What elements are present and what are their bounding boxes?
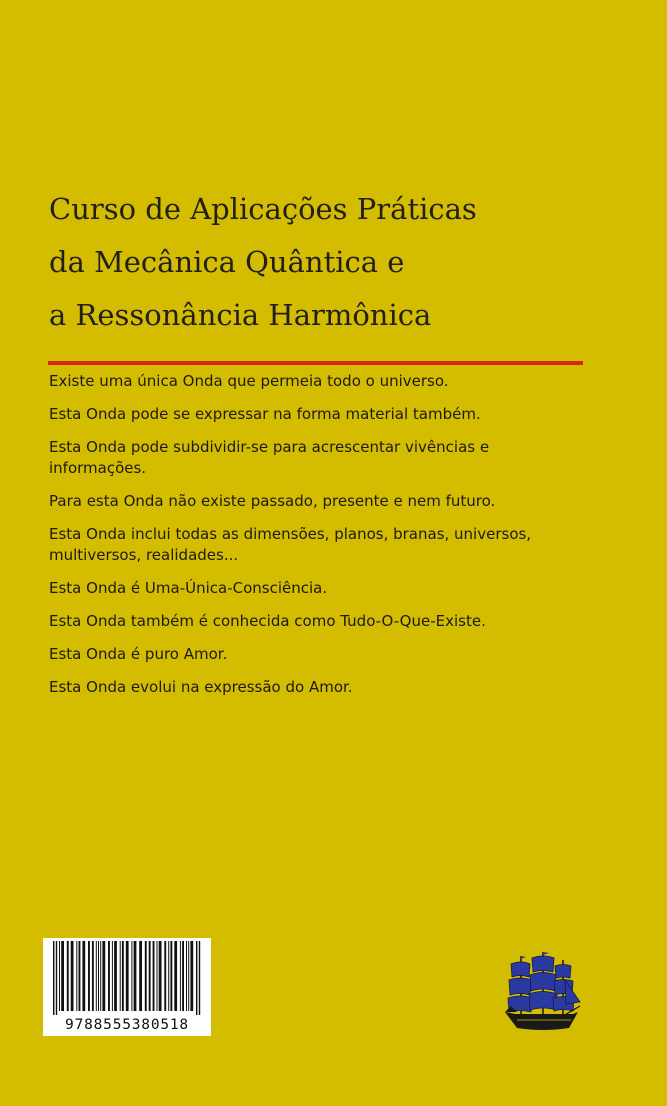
barcode-bar	[102, 941, 105, 1011]
barcode-bar	[157, 941, 158, 1011]
barcode-bar	[56, 941, 57, 1015]
barcode-bar	[186, 941, 187, 1011]
barcode-bar	[96, 941, 97, 1011]
barcode-bar	[79, 941, 81, 1011]
barcode-bar	[82, 941, 85, 1011]
barcode-bar	[153, 941, 155, 1011]
barcode-bar	[100, 941, 101, 1011]
isbn-digits: 9788555380518	[65, 1017, 189, 1033]
barcode-bar	[134, 941, 137, 1011]
barcode-bar	[88, 941, 90, 1011]
barcode-bar	[61, 941, 64, 1011]
barcode-bar	[98, 941, 99, 1011]
barcode-bar	[92, 941, 94, 1011]
title-line-3: a Ressonância Harmônica	[49, 298, 432, 332]
blurb-text	[49, 371, 589, 710]
isbn-barcode	[43, 938, 211, 1036]
barcode-bar	[76, 941, 77, 1011]
barcode-bar	[168, 941, 169, 1011]
barcode-bar	[149, 941, 151, 1011]
blurb-paragraph: Esta Onda pode se expressar na forma material também.	[49, 405, 481, 423]
barcode-bar	[131, 941, 132, 1011]
blurb-paragraph: Esta Onda é puro Amor.	[49, 645, 228, 663]
blurb-paragraph: Esta Onda pode subdividir-se para acrescentar vivências e informações.	[49, 438, 490, 477]
sailing-ship-icon	[503, 950, 581, 1040]
barcode-bar	[145, 941, 147, 1011]
blurb-paragraph: Esta Onda evolui na expressão do Amor.	[49, 678, 353, 696]
blurb-paragraph: Esta Onda inclui todas as dimensões, planos, branas, universos, multiversos, realidades...	[49, 525, 532, 564]
blurb-paragraph: Esta Onda também é conhecida como Tudo-O-Que-Existe.	[49, 612, 486, 630]
barcode-bar	[120, 941, 121, 1011]
barcode-bar	[59, 941, 60, 1011]
red-divider	[48, 361, 583, 365]
barcode-bar	[71, 941, 74, 1011]
barcode-bar	[114, 941, 117, 1011]
barcode-bar	[180, 941, 181, 1011]
barcode-bar	[164, 941, 166, 1011]
book-title	[49, 183, 609, 342]
barcode-bar	[196, 941, 197, 1015]
barcode-bar	[67, 941, 69, 1011]
blurb-paragraph: Existe uma única Onda que permeia todo o universo.	[49, 372, 449, 390]
blurb-paragraph: Para esta Onda não existe passado, presente e nem futuro.	[49, 492, 496, 510]
barcode-bar	[170, 941, 172, 1011]
title-line-2: da Mecânica Quântica e	[49, 245, 405, 279]
barcode-bar	[112, 941, 113, 1011]
barcode-bar	[182, 941, 184, 1011]
barcode-bar	[126, 941, 129, 1011]
barcode-bar	[122, 941, 124, 1011]
title-line-1: Curso de Aplicações Práticas	[49, 192, 477, 226]
barcode-bar	[199, 941, 200, 1015]
barcode-bars	[43, 938, 211, 1016]
barcode-bar	[188, 941, 189, 1011]
barcode-bar	[139, 941, 142, 1011]
barcode-bar	[190, 941, 193, 1011]
barcode-bar	[159, 941, 162, 1011]
barcode-bar	[174, 941, 177, 1011]
barcode-bar	[53, 941, 54, 1015]
barcode-bar	[108, 941, 110, 1011]
blurb-paragraph: Esta Onda é Uma-Única-Consciência.	[49, 579, 328, 597]
